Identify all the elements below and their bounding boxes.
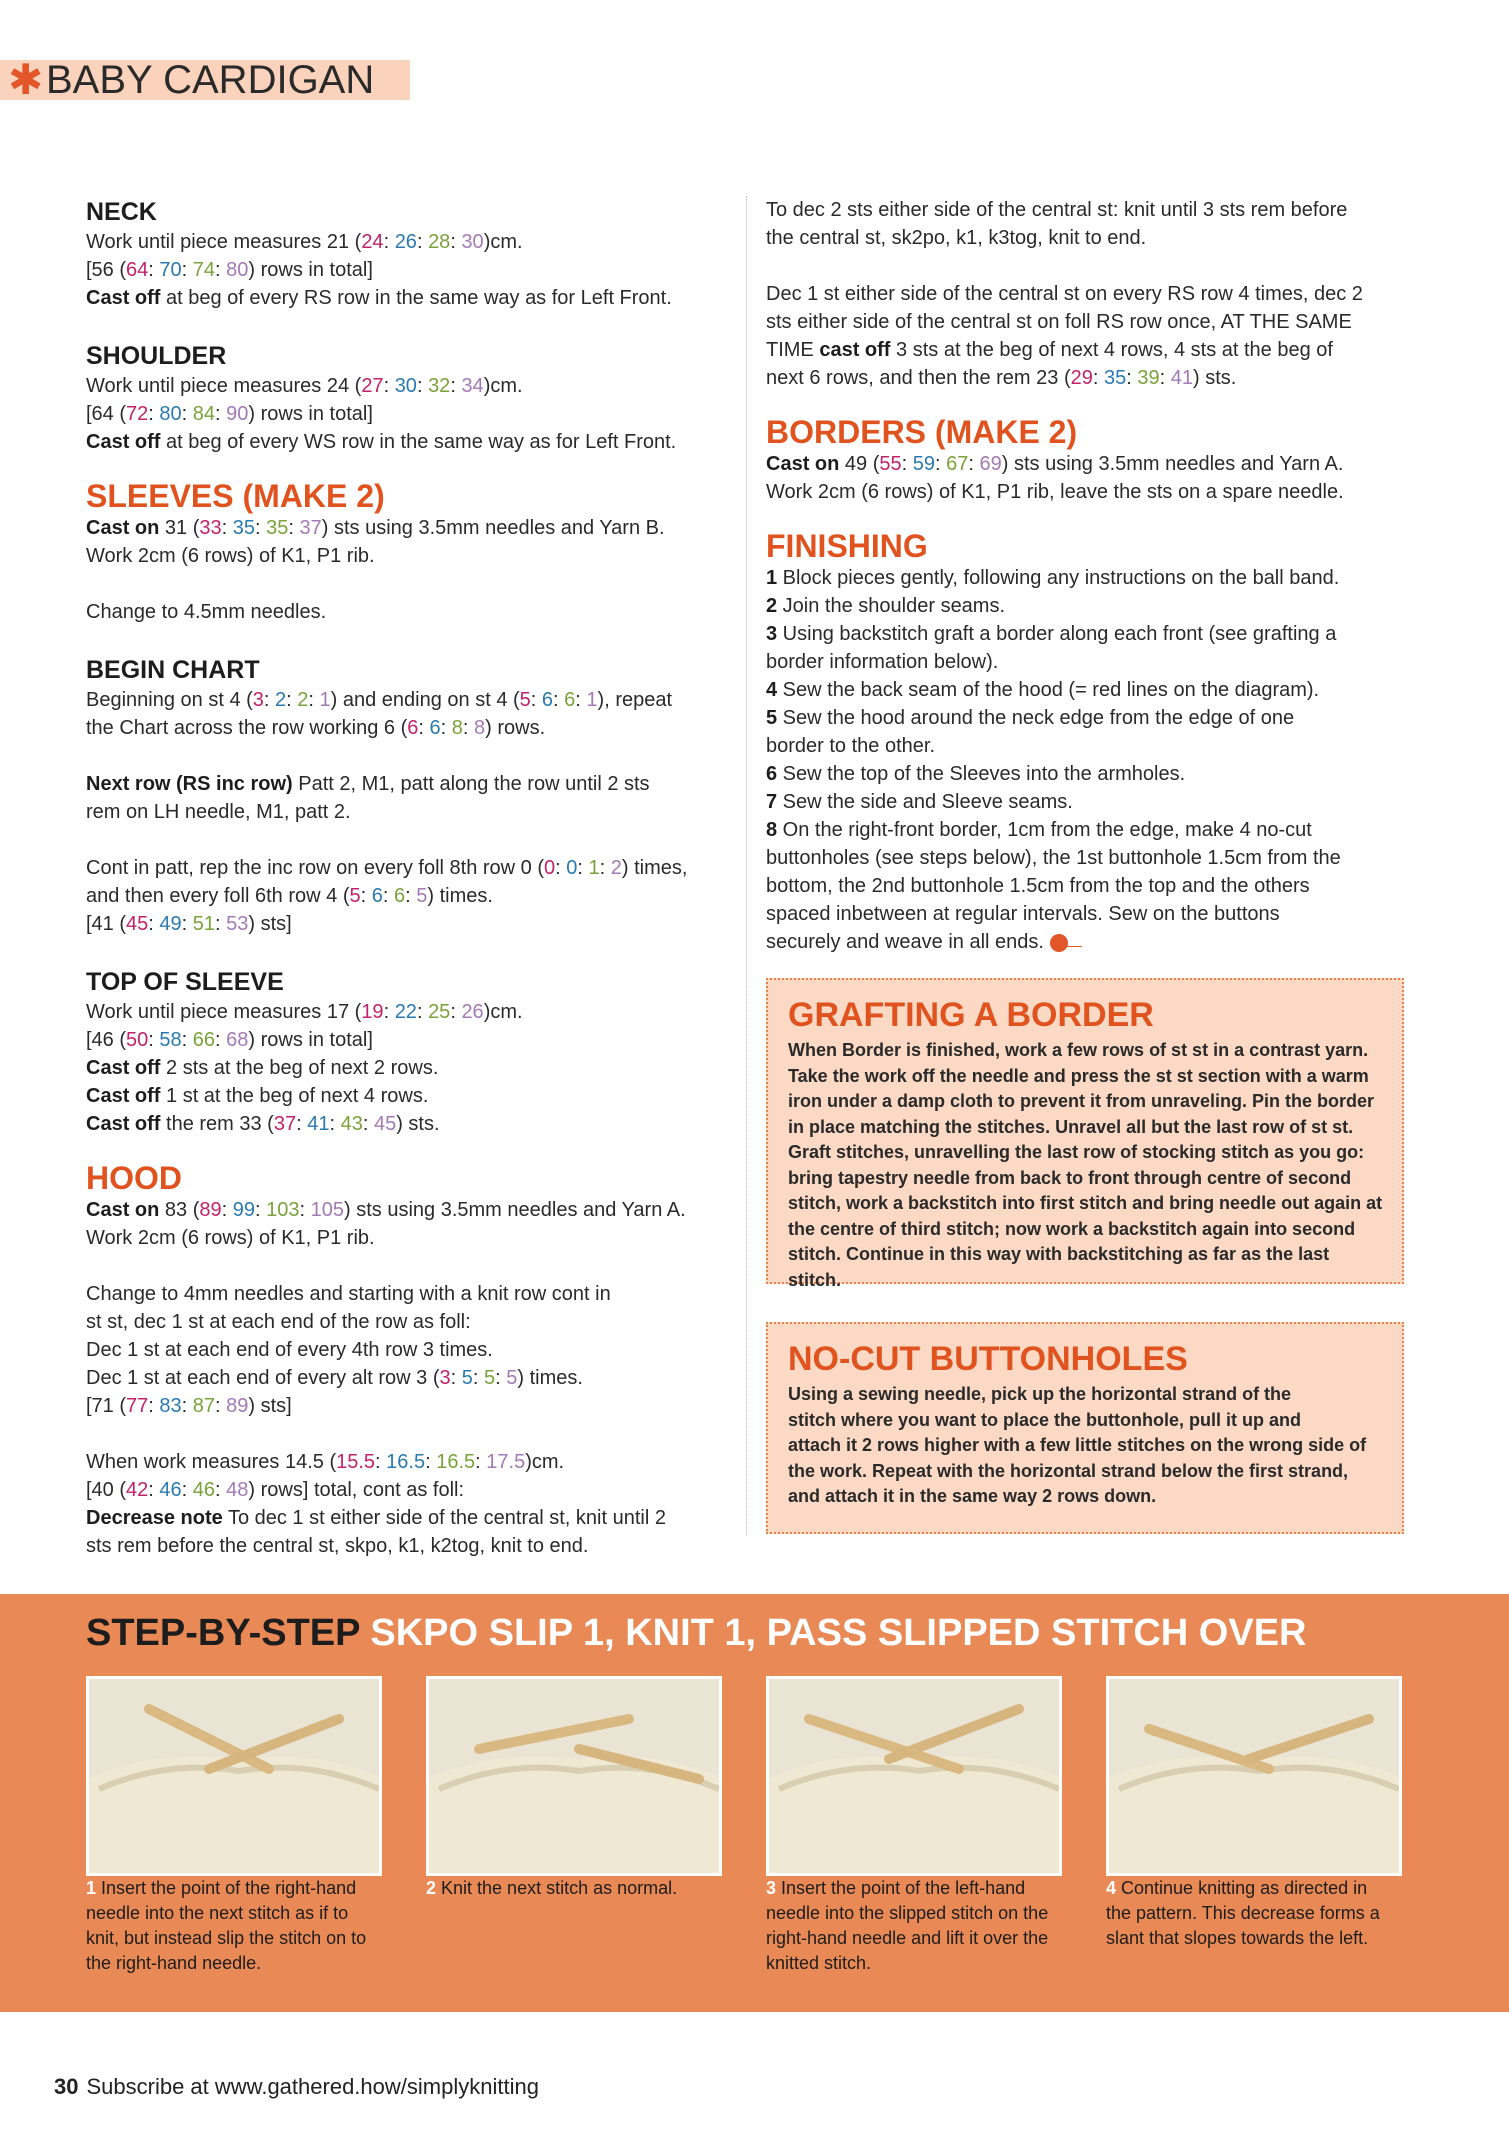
asterisk-icon: ✱ bbox=[8, 56, 44, 103]
step-by-step-band bbox=[0, 1594, 1509, 2012]
dec-section bbox=[766, 196, 1406, 392]
finishing-item: bottom, the 2nd buttonhole 1.5cm from the top and the others bbox=[766, 875, 1310, 897]
tos-line-1: Work until piece measures 17 (19: 22: 25: 26)cm. bbox=[86, 1001, 523, 1023]
finishing-list bbox=[766, 564, 1406, 956]
section-header bbox=[0, 56, 410, 103]
borders-line-1: Cast on 49 (55: 59: 67: 69) sts using 3.5mm needles and Yarn A. bbox=[766, 453, 1344, 475]
box-text-line: the work. Repeat with the horizontal strand below the first strand, bbox=[788, 1460, 1349, 1481]
neck-line-3: Cast off at beg of every RS row in the same way as for Left Front. bbox=[86, 287, 672, 309]
sleeves-heading: SLEEVES (MAKE 2) bbox=[86, 478, 385, 514]
shoulder-section bbox=[86, 340, 726, 456]
box-text-line: and attach it in the same way 2 rows down. bbox=[788, 1486, 1157, 1506]
top-of-sleeve-section bbox=[86, 966, 726, 1138]
step-1-photo bbox=[86, 1676, 382, 1876]
tos-line-2: [46 (50: 58: 66: 68) rows in total] bbox=[86, 1029, 373, 1051]
hood-line-3: Change to 4mm needles and starting with a knit row cont in bbox=[86, 1283, 611, 1305]
finishing-heading: FINISHING bbox=[766, 528, 928, 564]
finishing-item: 4 Sew the back seam of the hood (= red lines on the diagram). bbox=[766, 679, 1320, 701]
right-column bbox=[766, 196, 1406, 984]
borders-heading: BORDERS (MAKE 2) bbox=[766, 414, 1078, 450]
box-text-line: stitch where you want to place the buttonhole, pull it up and bbox=[788, 1409, 1302, 1430]
neck-heading: NECK bbox=[86, 198, 157, 226]
hood-line-11: sts rem before the central st, skpo, k1, k2tog, knit to end. bbox=[86, 1535, 589, 1557]
box-text-line: stitch. Continue in this way with backstitching as far as the last stitch. bbox=[788, 1244, 1330, 1290]
finishing-item: 3 Using backstitch graft a border along each front (see grafting a bbox=[766, 623, 1337, 645]
hood-line-5: Dec 1 st at each end of every 4th row 3 times. bbox=[86, 1339, 493, 1361]
box-text-line: When Border is finished, work a few rows of st st in a contrast yarn. bbox=[788, 1040, 1369, 1060]
shoulder-line-3: Cast off at beg of every WS row in the same way as for Left Front. bbox=[86, 431, 677, 453]
step-number: 4 bbox=[1106, 1878, 1117, 1898]
step-1-text: 1 Insert the point of the right-hand needle into the next stitch as if to knit, but instead slip the stitch on to the right-hand needle. bbox=[86, 1878, 367, 1973]
sleeves-section bbox=[86, 478, 726, 626]
grafting-title: GRAFTING A BORDER bbox=[788, 996, 1154, 1034]
hood-section bbox=[86, 1160, 726, 1560]
grafting-text bbox=[788, 1038, 1384, 1293]
finishing-item: 2 Join the shoulder seams. bbox=[766, 595, 1006, 617]
subscribe-text: Subscribe at www.gathered.how/simplyknitting bbox=[86, 2074, 539, 2099]
finishing-item: border to the other. bbox=[766, 735, 936, 757]
borders-section bbox=[766, 414, 1406, 506]
box-text-line: attach it 2 rows higher with a few little stitches on the wrong side of bbox=[788, 1435, 1367, 1455]
buttonholes-box bbox=[766, 1322, 1404, 1534]
column-divider bbox=[746, 196, 747, 1536]
neck-section bbox=[86, 196, 726, 312]
finishing-section bbox=[766, 528, 1406, 956]
hood-line-6: Dec 1 st at each end of every alt row 3 (3: 5: 5: 5) times. bbox=[86, 1367, 583, 1389]
dec-line-4: sts either side of the central st on foll RS row once, AT THE SAME bbox=[766, 311, 1352, 333]
tos-line-3: Cast off 2 sts at the beg of next 2 rows. bbox=[86, 1057, 439, 1079]
neck-line-2: [56 (64: 70: 74: 80) rows in total] bbox=[86, 259, 373, 281]
step-4-text: 4 Continue knitting as directed in the pattern. This decrease forms a slant that slopes towards the left. bbox=[1106, 1878, 1380, 1948]
box-text-line: Using a sewing needle, pick up the horizontal strand of the bbox=[788, 1384, 1292, 1404]
dec-line-2: the central st, sk2po, k1, k3tog, knit to end. bbox=[766, 227, 1147, 249]
top-of-sleeve-heading: TOP OF SLEEVE bbox=[86, 968, 284, 996]
box-text-line: in place matching the stitches. Unravel all but the last row of st st. bbox=[788, 1116, 1354, 1137]
chart-line-1: Beginning on st 4 (3: 2: 2: 1) and ending on st 4 (5: 6: 6: 1), repeat bbox=[86, 689, 673, 711]
hood-line-1: Cast on 83 (89: 99: 103: 105) sts using 3.5mm needles and Yarn A. bbox=[86, 1199, 686, 1221]
shoulder-line-2: [64 (72: 80: 84: 90) rows in total] bbox=[86, 403, 373, 425]
dec-line-6: next 6 rows, and then the rem 23 (29: 35: 39: 41) sts. bbox=[766, 367, 1237, 389]
hood-line-9: [40 (42: 46: 46: 48) rows] total, cont as foll: bbox=[86, 1479, 465, 1501]
page-footer bbox=[54, 2072, 539, 2102]
dec-line-1: To dec 2 sts either side of the central st: knit until 3 sts rem before bbox=[766, 199, 1348, 221]
box-text-line: iron under a damp cloth to prevent it from unraveling. Pin the border bbox=[788, 1091, 1375, 1111]
buttonholes-title: NO-CUT BUTTONHOLES bbox=[788, 1340, 1188, 1378]
tos-line-5: Cast off the rem 33 (37: 41: 43: 45) sts. bbox=[86, 1113, 440, 1135]
step-2-photo bbox=[426, 1676, 722, 1876]
step-3-photo bbox=[766, 1676, 1062, 1876]
box-text-line: stitch, work a backstitch into first stitch and bring needle out again at bbox=[788, 1193, 1383, 1213]
hood-heading: HOOD bbox=[86, 1160, 182, 1196]
tos-line-4: Cast off 1 st at the beg of next 4 rows. bbox=[86, 1085, 429, 1107]
dec-line-5: TIME cast off 3 sts at the beg of next 4 rows, 4 sts at the beg of bbox=[766, 339, 1333, 361]
chart-line-2: the Chart across the row working 6 (6: 6: 8: 8) rows. bbox=[86, 717, 546, 739]
shoulder-line-1: Work until piece measures 24 (27: 30: 32: 34)cm. bbox=[86, 375, 523, 397]
neck-line-1: Work until piece measures 21 (24: 26: 28: 30)cm. bbox=[86, 231, 523, 253]
finishing-item: 6 Sew the top of the Sleeves into the armholes. bbox=[766, 763, 1186, 785]
begin-chart-heading: BEGIN CHART bbox=[86, 656, 260, 684]
finishing-item: 7 Sew the side and Sleeve seams. bbox=[766, 791, 1073, 813]
yarn-ball-icon bbox=[1050, 934, 1068, 952]
hood-line-4: st st, dec 1 st at each end of the row as foll: bbox=[86, 1311, 471, 1333]
chart-line-3: Next row (RS inc row) Patt 2, M1, patt along the row until 2 sts bbox=[86, 773, 650, 795]
chart-line-7: [41 (45: 49: 51: 53) sts] bbox=[86, 913, 292, 935]
finishing-item: buttonholes (see steps below), the 1st buttonhole 1.5cm from the bbox=[766, 847, 1341, 869]
buttonholes-text bbox=[788, 1382, 1384, 1510]
step-number: 3 bbox=[766, 1878, 777, 1898]
step-4-photo bbox=[1106, 1676, 1402, 1876]
chart-line-4: rem on LH needle, M1, patt 2. bbox=[86, 801, 351, 823]
step-by-step-title: STEP-BY-STEP SKPO SLIP 1, KNIT 1, PASS SLIPPED STITCH OVER bbox=[86, 1612, 1307, 1654]
page-number: 30 bbox=[54, 2074, 79, 2099]
finishing-item: border information below). bbox=[766, 651, 999, 673]
chart-line-6: and then every foll 6th row 4 (5: 6: 6: 5) times. bbox=[86, 885, 493, 907]
page-title: BABY CARDIGAN bbox=[46, 58, 375, 102]
sleeves-line-2: Work 2cm (6 rows) of K1, P1 rib. bbox=[86, 545, 375, 567]
box-text-line: bring tapestry needle from back to front through centre of second bbox=[788, 1167, 1352, 1188]
finishing-item: securely and weave in all ends. bbox=[766, 928, 1406, 956]
finishing-item: 5 Sew the hood around the neck edge from the edge of one bbox=[766, 707, 1295, 729]
dec-line-3: Dec 1 st either side of the central st on every RS row 4 times, dec 2 bbox=[766, 283, 1363, 305]
box-text-line: Take the work off the needle and press the st st section with a warm bbox=[788, 1065, 1369, 1086]
hood-line-2: Work 2cm (6 rows) of K1, P1 rib. bbox=[86, 1227, 375, 1249]
chart-line-5: Cont in patt, rep the inc row on every foll 8th row 0 (0: 0: 1: 2) times, bbox=[86, 857, 688, 879]
finishing-item: 1 Block pieces gently, following any instructions on the ball band. bbox=[766, 567, 1340, 589]
sleeves-line-1: Cast on 31 (33: 35: 35: 37) sts using 3.5mm needles and Yarn B. bbox=[86, 517, 665, 539]
sleeves-line-3: Change to 4.5mm needles. bbox=[86, 601, 327, 623]
shoulder-heading: SHOULDER bbox=[86, 342, 227, 370]
grafting-box bbox=[766, 978, 1404, 1290]
box-text-line: the centre of third stitch; now work a backstitch again into second bbox=[788, 1218, 1356, 1239]
step-3-text: 3 Insert the point of the left-hand needle into the slipped stitch on the right-hand needle and lift it over the knitted stitch. bbox=[766, 1878, 1049, 1973]
box-text-line: Graft stitches, unravelling the last row of stocking stitch as you go: bbox=[788, 1142, 1365, 1162]
step-number: 2 bbox=[426, 1878, 437, 1898]
step-2-text: 2 Knit the next stitch as normal. bbox=[426, 1878, 678, 1898]
hood-line-7: [71 (77: 83: 87: 89) sts] bbox=[86, 1395, 292, 1417]
left-column bbox=[86, 196, 726, 1588]
hood-line-8: When work measures 14.5 (15.5: 16.5: 16.5: 17.5)cm. bbox=[86, 1451, 565, 1473]
hood-line-10: Decrease note To dec 1 st either side of the central st, knit until 2 bbox=[86, 1507, 666, 1529]
finishing-item: 8 On the right-front border, 1cm from the edge, make 4 no-cut bbox=[766, 819, 1312, 841]
finishing-item: spaced inbetween at regular intervals. Sew on the buttons bbox=[766, 903, 1280, 925]
step-number: 1 bbox=[86, 1878, 97, 1898]
begin-chart-section bbox=[86, 654, 726, 938]
borders-line-2: Work 2cm (6 rows) of K1, P1 rib, leave the sts on a spare needle. bbox=[766, 481, 1344, 503]
